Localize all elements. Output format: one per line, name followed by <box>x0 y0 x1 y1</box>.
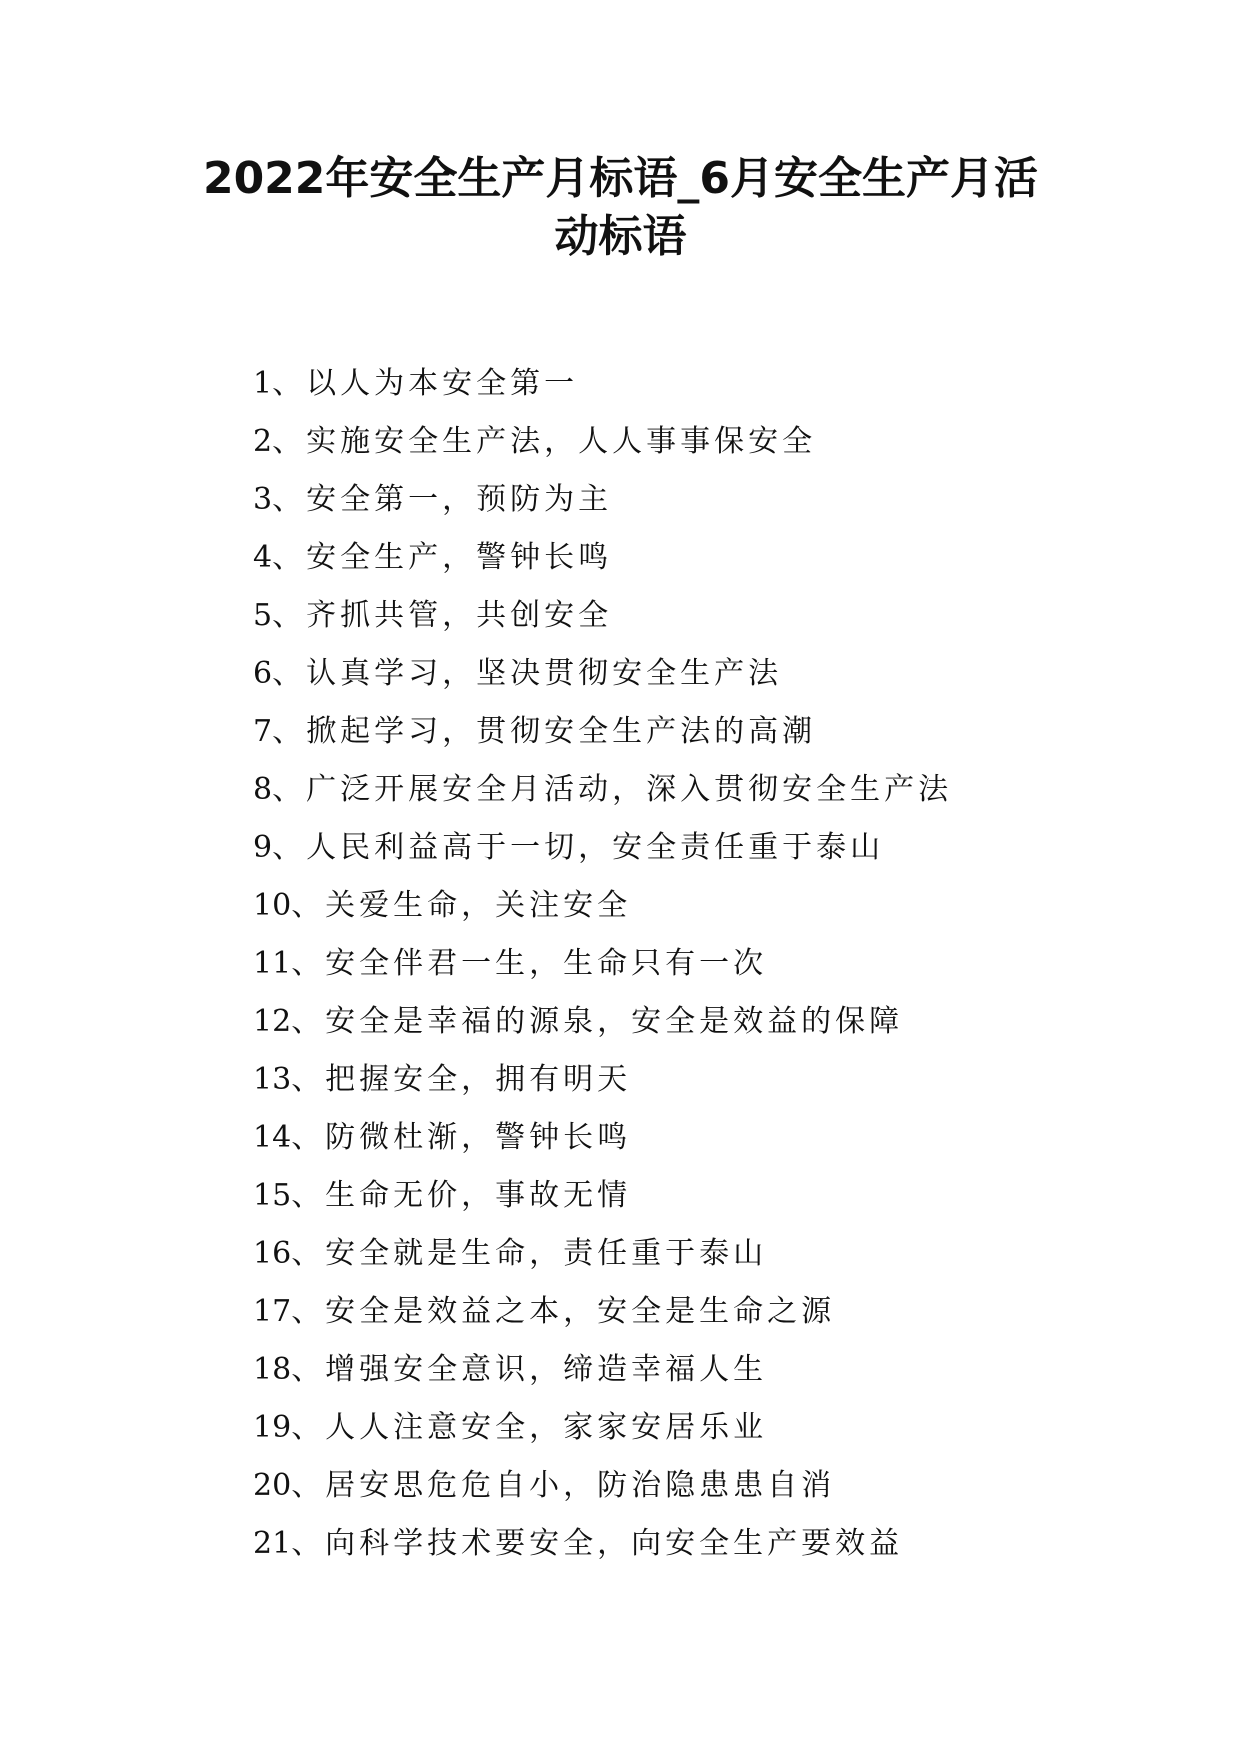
document-title <box>0 150 1241 266</box>
slogan-item <box>253 471 952 529</box>
slogan-text: 、安全是效益之本，安全是生命之源 <box>291 1294 836 1329</box>
slogan-item <box>253 529 952 587</box>
slogan-text: 、实施安全生产法，人人事事保安全 <box>272 424 817 459</box>
slogan-text: 、安全是幸福的源泉，安全是效益的保障 <box>291 1004 904 1039</box>
slogan-number: 17 <box>253 1294 292 1329</box>
slogan-text: 、向科学技术要安全，向安全生产要效益 <box>291 1526 904 1561</box>
slogan-number: 20 <box>253 1468 292 1503</box>
slogan-item <box>253 587 952 645</box>
slogan-text: 、安全第一，预防为主 <box>272 482 613 517</box>
slogan-number: 18 <box>253 1352 292 1387</box>
slogan-text: 、安全就是生命，责任重于泰山 <box>291 1236 768 1271</box>
slogan-text: 、人人注意安全，家家安居乐业 <box>291 1410 768 1445</box>
slogan-item <box>253 645 952 703</box>
slogan-item <box>253 1109 952 1167</box>
slogan-number: 8 <box>253 772 273 807</box>
slogan-number: 3 <box>253 482 273 517</box>
slogan-text: 、把握安全，拥有明天 <box>291 1062 632 1097</box>
slogan-number: 9 <box>253 830 273 865</box>
slogan-text: 、认真学习，坚决贯彻安全生产法 <box>272 656 783 691</box>
slogan-text: 、生命无价，事故无情 <box>291 1178 632 1213</box>
slogan-number: 15 <box>253 1178 292 1213</box>
slogan-item <box>253 1341 952 1399</box>
document-title-line-2: 动标语 <box>554 211 687 262</box>
slogan-number: 2 <box>253 424 273 459</box>
slogan-text: 、防微杜渐，警钟长鸣 <box>291 1120 632 1155</box>
slogan-text: 、以人为本安全第一 <box>272 366 579 401</box>
slogan-item <box>253 877 952 935</box>
slogan-number: 5 <box>253 598 273 633</box>
slogan-text: 、人民利益高于一切，安全责任重于泰山 <box>272 830 885 865</box>
slogan-item <box>253 413 952 471</box>
slogan-text: 、齐抓共管，共创安全 <box>272 598 613 633</box>
slogan-item <box>253 993 952 1051</box>
slogan-text: 、关爱生命，关注安全 <box>291 888 632 923</box>
slogan-number: 7 <box>253 714 273 749</box>
slogan-number: 6 <box>253 656 273 691</box>
slogan-item <box>253 1225 952 1283</box>
slogan-number: 11 <box>253 946 292 981</box>
slogan-number: 21 <box>253 1526 292 1561</box>
document-title-line-1: 2022年安全生产月标语_6月安全生产月活 <box>202 153 1039 204</box>
slogan-item <box>253 1399 952 1457</box>
slogan-number: 4 <box>253 540 273 575</box>
slogan-number: 14 <box>253 1120 292 1155</box>
slogan-text: 、增强安全意识，缔造幸福人生 <box>291 1352 768 1387</box>
slogan-item <box>253 1457 952 1515</box>
slogan-text: 、居安思危危自小，防治隐患患自消 <box>291 1468 836 1503</box>
slogan-item <box>253 761 952 819</box>
slogan-number: 16 <box>253 1236 292 1271</box>
slogan-item <box>253 1283 952 1341</box>
slogan-number: 10 <box>253 888 292 923</box>
slogan-item <box>253 703 952 761</box>
slogan-item <box>253 355 952 413</box>
slogan-text: 、安全生产，警钟长鸣 <box>272 540 613 575</box>
slogan-item <box>253 935 952 993</box>
slogan-text: 、安全伴君一生，生命只有一次 <box>291 946 768 981</box>
slogan-item <box>253 1051 952 1109</box>
slogan-number: 19 <box>253 1410 292 1445</box>
slogan-number: 1 <box>253 366 273 401</box>
slogan-number: 13 <box>253 1062 292 1097</box>
slogan-item <box>253 1167 952 1225</box>
slogan-list <box>253 355 952 1573</box>
slogan-text: 、广泛开展安全月活动，深入贯彻安全生产法 <box>272 772 953 807</box>
slogan-text: 、掀起学习，贯彻安全生产法的高潮 <box>272 714 817 749</box>
slogan-item <box>253 819 952 877</box>
slogan-number: 12 <box>253 1004 292 1039</box>
slogan-item <box>253 1515 952 1573</box>
